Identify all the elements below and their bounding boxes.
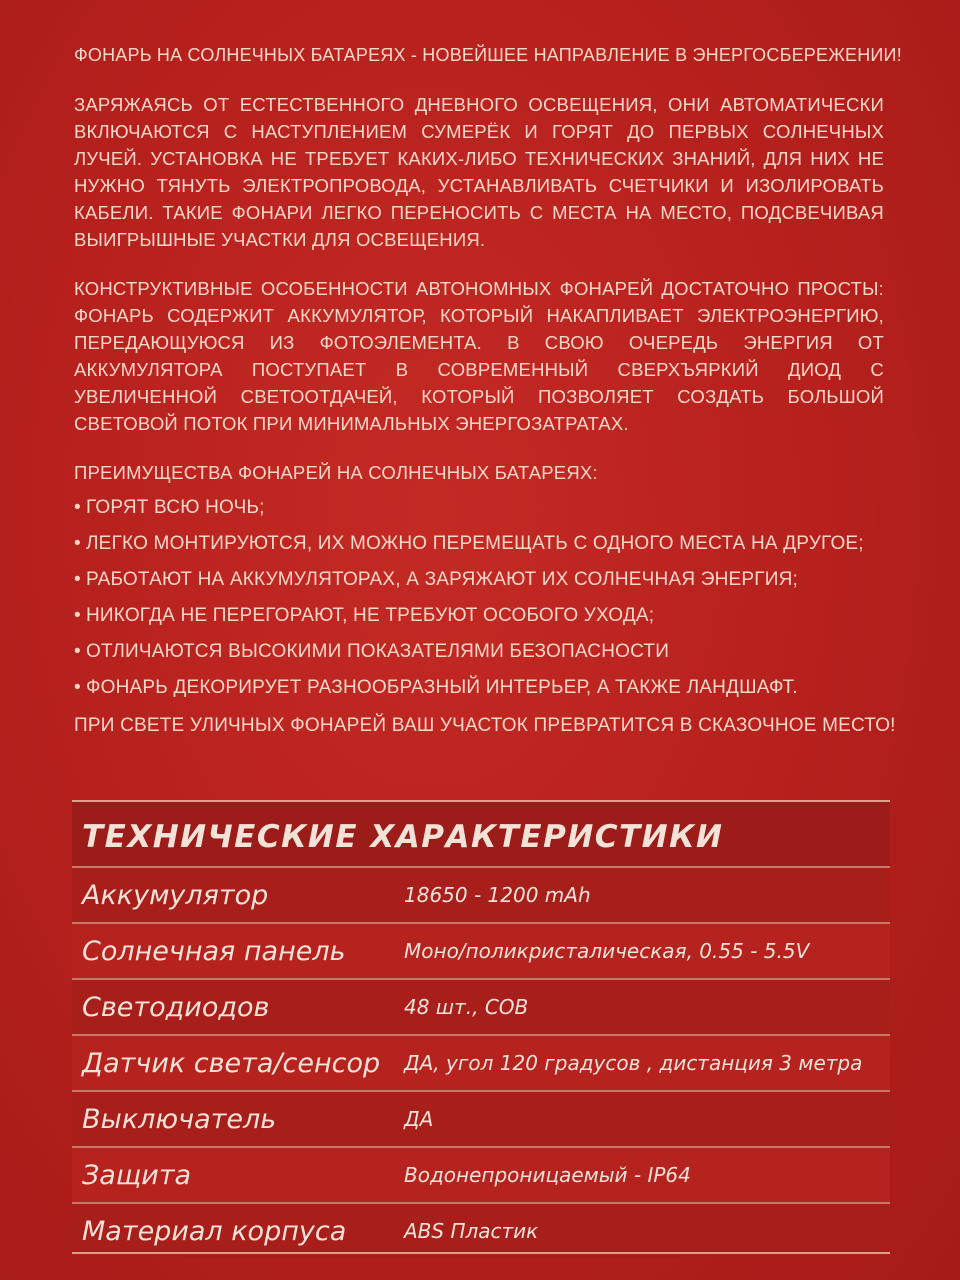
- spec-label: Выключатель: [82, 1103, 277, 1135]
- table-row: [72, 1090, 890, 1146]
- specifications-table: [72, 800, 890, 1258]
- spec-label: Датчик света/сенсор: [82, 1047, 381, 1079]
- spec-label: Аккумулятор: [82, 879, 269, 911]
- divider: [72, 1252, 890, 1254]
- advantages-title: ПРЕИМУЩЕСТВА ФОНАРЕЙ НА СОЛНЕЧНЫХ БАТАРЕЯХ:: [74, 462, 598, 483]
- spec-label: Солнечная панель: [82, 935, 346, 967]
- description-paragraph-1: ЗАРЯЖАЯСЬ ОТ ЕСТЕСТВЕННОГО ДНЕВНОГО ОСВЕЩЕНИЯ, ОНИ АВТОМАТИЧЕСКИ ВКЛЮЧАЮТСЯ С НАСТУПЛЕНИЕМ СУМЕРЁК И ГОРЯТ ДО ПЕРВЫХ СОЛНЕЧНЫХ ЛУЧЕЙ. УСТАНОВКА НЕ ТРЕБУЕТ КАКИХ-ЛИБО ТЕХНИЧЕСКИХ ЗНАНИЙ, ДЛЯ НИХ НЕ НУЖНО ТЯНУТЬ ЭЛЕКТРОПРОВОДА, УСТАНАВЛИВАТЬ СЧЕТЧИКИ И ИЗОЛИРОВАТЬ КАБЕЛИ. ТАКИЕ ФОНАРИ ЛЕГКО ПЕРЕНОСИТЬ С МЕСТА НА МЕСТО, ПОДСВЕЧИВАЯ ВЫИГРЫШНЫЕ УЧАСТКИ ДЛЯ ОСВЕЩЕНИЯ.: [74, 94, 884, 250]
- advantage-text: ФОНАРЬ ДЕКОРИРУЕТ РАЗНООБРАЗНЫЙ ИНТЕРЬЕР, А ТАКЖЕ ЛАНДШАФТ.: [86, 677, 798, 698]
- closing-line: ПРИ СВЕТЕ УЛИЧНЫХ ФОНАРЕЙ ВАШ УЧАСТОК ПРЕВРАТИТСЯ В СКАЗОЧНОЕ МЕСТО!: [74, 715, 896, 736]
- specifications-title: ТЕХНИЧЕСКИЕ ХАРАКТЕРИСТИКИ: [72, 802, 890, 866]
- spec-value: ДА: [404, 1107, 434, 1131]
- advantage-text: ГОРЯТ ВСЮ НОЧЬ;: [86, 497, 265, 518]
- description-paragraph-2: КОНСТРУКТИВНЫЕ ОСОБЕННОСТИ АВТОНОМНЫХ ФОНАРЕЙ ДОСТАТОЧНО ПРОСТЫ: ФОНАРЬ СОДЕРЖИТ АККУМУЛЯТОР, КОТОРЫЙ НАКАПЛИВАЕТ ЭЛЕКТРОЭНЕРГИЮ, ПЕРЕДАЮЩУЮСЯ ИЗ ФОТОЭЛЕМЕНТА. В СВОЮ ОЧЕРЕДЬ ЭНЕРГИЯ ОТ АККУМУЛЯТОРА ПОСТУПАЕТ В СОВРЕМЕННЫЙ СВЕРХЪЯРКИЙ ДИОД С УВЕЛИЧЕННОЙ СВЕТООТДАЧЕЙ, КОТОРЫЙ ПОЗВОЛЯЕТ СОЗДАТЬ БОЛЬШОЙ СВЕТОВОЙ ПОТОК ПРИ МИНИМАЛЬНЫХ ЭНЕРГОЗАТРАТАХ.: [74, 278, 884, 434]
- advantage-text: НИКОГДА НЕ ПЕРЕГОРАЮТ, НЕ ТРЕБУЮТ ОСОБОГО УХОДА;: [86, 605, 655, 626]
- list-item: [74, 562, 884, 598]
- table-row: [72, 866, 890, 922]
- description-section: [74, 42, 902, 753]
- spec-label: Материал корпуса: [82, 1215, 347, 1247]
- advantage-text: ЛЕГКО МОНТИРУЮТСЯ, ИХ МОЖНО ПЕРЕМЕЩАТЬ С ОДНОГО МЕСТА НА ДРУГОЕ;: [86, 533, 864, 554]
- table-row: [72, 1146, 890, 1202]
- spec-label: Защита: [82, 1159, 192, 1191]
- spec-value: Водонепроницаемый - IP64: [404, 1163, 691, 1187]
- spec-rows: [72, 866, 890, 1258]
- list-item: [74, 634, 884, 670]
- table-row: [72, 1034, 890, 1090]
- bullet-icon: •: [74, 605, 81, 626]
- spec-value: ABS Пластик: [404, 1219, 539, 1243]
- spec-label: Светодиодов: [82, 991, 270, 1023]
- list-item: [74, 670, 884, 706]
- bullet-icon: •: [74, 677, 81, 698]
- bullet-icon: •: [74, 641, 81, 662]
- bullet-icon: •: [74, 533, 81, 554]
- headline: ФОНАРЬ НА СОЛНЕЧНЫХ БАТАРЕЯХ - НОВЕЙШЕЕ НАПРАВЛЕНИЕ В ЭНЕРГОСБЕРЕЖЕНИИ!: [74, 45, 902, 65]
- spec-value: ДА, угол 120 градусов , дистанция 3 метра: [404, 1051, 863, 1075]
- table-row: [72, 1202, 890, 1258]
- bullet-icon: •: [74, 569, 81, 590]
- table-row: [72, 922, 890, 978]
- list-item: [74, 490, 884, 526]
- spec-value: Моно/поликристалическая, 0.55 - 5.5V: [404, 939, 810, 963]
- bullet-icon: •: [74, 497, 81, 518]
- advantage-text: РАБОТАЮТ НА АККУМУЛЯТОРАХ, А ЗАРЯЖАЮТ ИХ СОЛНЕЧНАЯ ЭНЕРГИЯ;: [86, 569, 798, 590]
- list-item: [74, 598, 884, 634]
- advantage-text: ОТЛИЧАЮТСЯ ВЫСОКИМИ ПОКАЗАТЕЛЯМИ БЕЗОПАСНОСТИ: [86, 641, 670, 662]
- spec-value: 18650 - 1200 mAh: [404, 883, 591, 907]
- spec-value: 48 шт., COB: [404, 995, 529, 1019]
- list-item: [74, 526, 884, 562]
- table-row: [72, 978, 890, 1034]
- advantages-list: [74, 490, 884, 706]
